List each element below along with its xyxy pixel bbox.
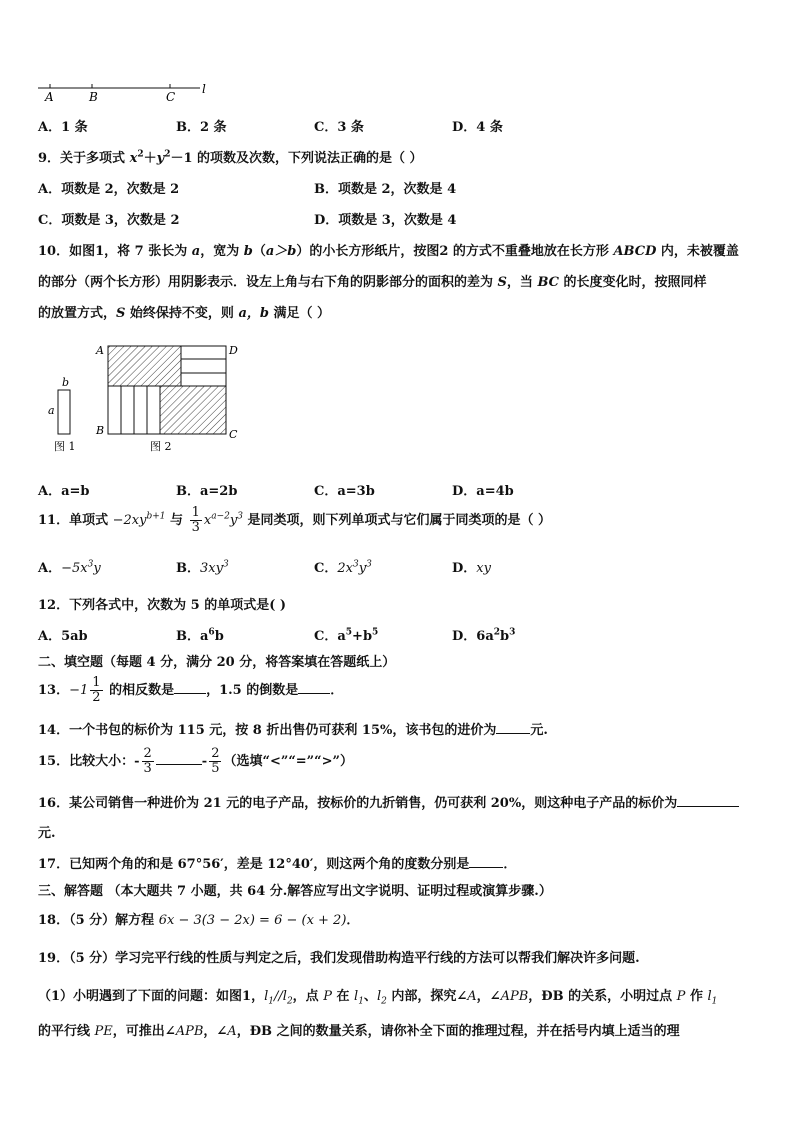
fig2-label-c: C <box>229 428 238 441</box>
q10-option-c: C．a=3b <box>314 484 375 499</box>
q13-stem: 13．−1 $\frac{1}{2}$ 的相反数是 ，1.5 的倒数是 ． <box>38 675 344 705</box>
q11-option-b: B．$3xy^3$ <box>176 559 229 576</box>
fig2-caption: 图 2 <box>150 440 172 453</box>
q19-part1-line1: （1）小明遇到了下面的问题：如图1，$l_1//l_2$，点 P 在 $l_1$、$l_2$ 内部，探究∠A，∠APB，ÐB 的关系，小明过点 P 作 $l_1$ <box>38 989 718 1007</box>
q12-option-c: C．$a^5+b^5$ <box>314 627 379 644</box>
fig2-shaded-top-left <box>108 346 181 386</box>
q16-line2: 元. <box>38 826 56 841</box>
q10-option-a: A．a=b <box>38 484 90 499</box>
number-line-figure <box>36 80 216 106</box>
q10-line1: 10．如图1，将 7 张长为 a，宽为 b（a＞b）的小长方形纸片，按图2 的方式不重叠地放在长方形 ABCD 内，未被覆盖 <box>38 244 739 259</box>
q9-stem: 9．关于多项式 $x^2+y^2-1$ 的项数及次数，下列说法正确的是（ ） <box>38 149 423 166</box>
fig1-caption: 图 1 <box>54 440 76 453</box>
q10-option-b: B．a=2b <box>176 484 238 499</box>
q14-stem: 14．一个书包的标价为 115 元，按 8 折出售仍可获利 15%，该书包的进价为 元. <box>38 723 548 738</box>
q15-blank[interactable] <box>156 752 202 765</box>
q15-fraction-1: $\frac{2}{3}$ <box>143 746 152 776</box>
q14-blank[interactable] <box>496 721 530 734</box>
q8-option-c: C．3 条 <box>314 120 364 135</box>
fig2-label-a: A <box>96 344 104 357</box>
q16-line1: 16．某公司销售一种进价为 21 元的电子产品，按标价的九折销售，仍可获利 20%，则这种电子产品的标价为 <box>38 792 739 811</box>
q8-option-a: A．1 条 <box>38 120 88 135</box>
section-2-heading: 二、填空题（每题 4 分，满分 20 分，将答案填在答题纸上） <box>38 655 396 670</box>
point-label-b: B <box>89 90 98 104</box>
q11-stem: 11．单项式 $-2xy^{b+1}$ 与 $\frac{1}{3}$ $x^{a-2}y^3$ 是同类项，则下列单项式与它们属于同类项的是（ ） <box>38 505 552 535</box>
q9-option-c: C．项数是 3，次数是 2 <box>38 213 180 228</box>
q10-figures <box>40 338 250 458</box>
q12-option-d: D．$6a^2b^3$ <box>452 627 516 644</box>
q19-stem: 19．（5 分）学习完平行线的性质与判定之后，我们发现借助构造平行线的方法可以帮我们解决许多问题. <box>38 951 640 966</box>
q11-option-c: C．$2x^3y^3$ <box>314 559 372 576</box>
q11-option-d: D．xy <box>452 561 491 576</box>
fig1-label-a: a <box>48 404 55 417</box>
q19-part1-line2: 的平行线 PE，可推出∠APB，∠A，ÐB 之间的数量关系，请你补全下面的推理过程，并在括号内填上适当的理 <box>38 1024 680 1039</box>
q13-blank-1[interactable] <box>174 681 206 694</box>
fig1-small-rect <box>58 390 70 434</box>
fig2-label-b: B <box>96 424 105 437</box>
q15-fraction-2: $\frac{2}{5}$ <box>211 746 220 776</box>
section-3-heading: 三、解答题 （本大题共 7 小题，共 64 分.解答应写出文字说明、证明过程或演算步骤.） <box>38 884 552 899</box>
point-label-c: C <box>166 90 176 104</box>
q9-option-a: A．项数是 2，次数是 2 <box>38 182 180 197</box>
q8-option-b: B．2 条 <box>176 120 227 135</box>
q11-option-a: A．$-5x^3y$ <box>38 559 101 576</box>
fig1-label-b: b <box>62 376 70 389</box>
q12-stem: 12．下列各式中，次数为 5 的单项式是( ) <box>38 598 287 613</box>
q9-option-b: B．项数是 2，次数是 4 <box>314 182 457 197</box>
fig2-label-d: D <box>229 344 238 357</box>
q10-line3: 的放置方式，S 始终保持不变，则 a，b 满足（ ） <box>38 306 331 321</box>
q18-equation: 6x − 3(3 − 2x) = 6 − (x + 2) <box>158 913 347 928</box>
q17-blank[interactable] <box>469 855 503 868</box>
q12-option-a: A．5ab <box>38 629 88 644</box>
fig2-shaded-bottom-right <box>160 386 226 434</box>
q13-fraction: $\frac{1}{2}$ <box>92 675 101 705</box>
q17-stem: 17．已知两个角的和是 67°56′，差是 12°40′，则这两个角的度数分别是 ． <box>38 857 517 872</box>
q11-fraction: $\frac{1}{3}$ <box>191 505 200 535</box>
q18-stem: 18．（5 分）解方程 6x − 3(3 − 2x) = 6 − (x + 2)． <box>38 913 360 928</box>
q15-stem: 15．比较大小：- $\frac{2}{3}$ - $\frac{2}{5}$ （选填“<”“=”“>”） <box>38 746 354 776</box>
point-label-a: A <box>45 90 54 104</box>
q13-blank-2[interactable] <box>298 681 330 694</box>
q10-line2: 的部分（两个长方形）用阴影表示．设左上角与右下角的阴影部分的面积的差为 S，当 BC 的长度变化时，按照同样 <box>38 275 707 290</box>
q8-option-d: D．4 条 <box>452 120 503 135</box>
q12-option-b: B．$a^6b$ <box>176 627 224 644</box>
q10-option-d: D．a=4b <box>452 484 514 499</box>
q9-option-d: D．项数是 3，次数是 4 <box>314 213 457 228</box>
line-label-l: l <box>202 82 206 96</box>
q16-blank[interactable] <box>677 794 739 807</box>
